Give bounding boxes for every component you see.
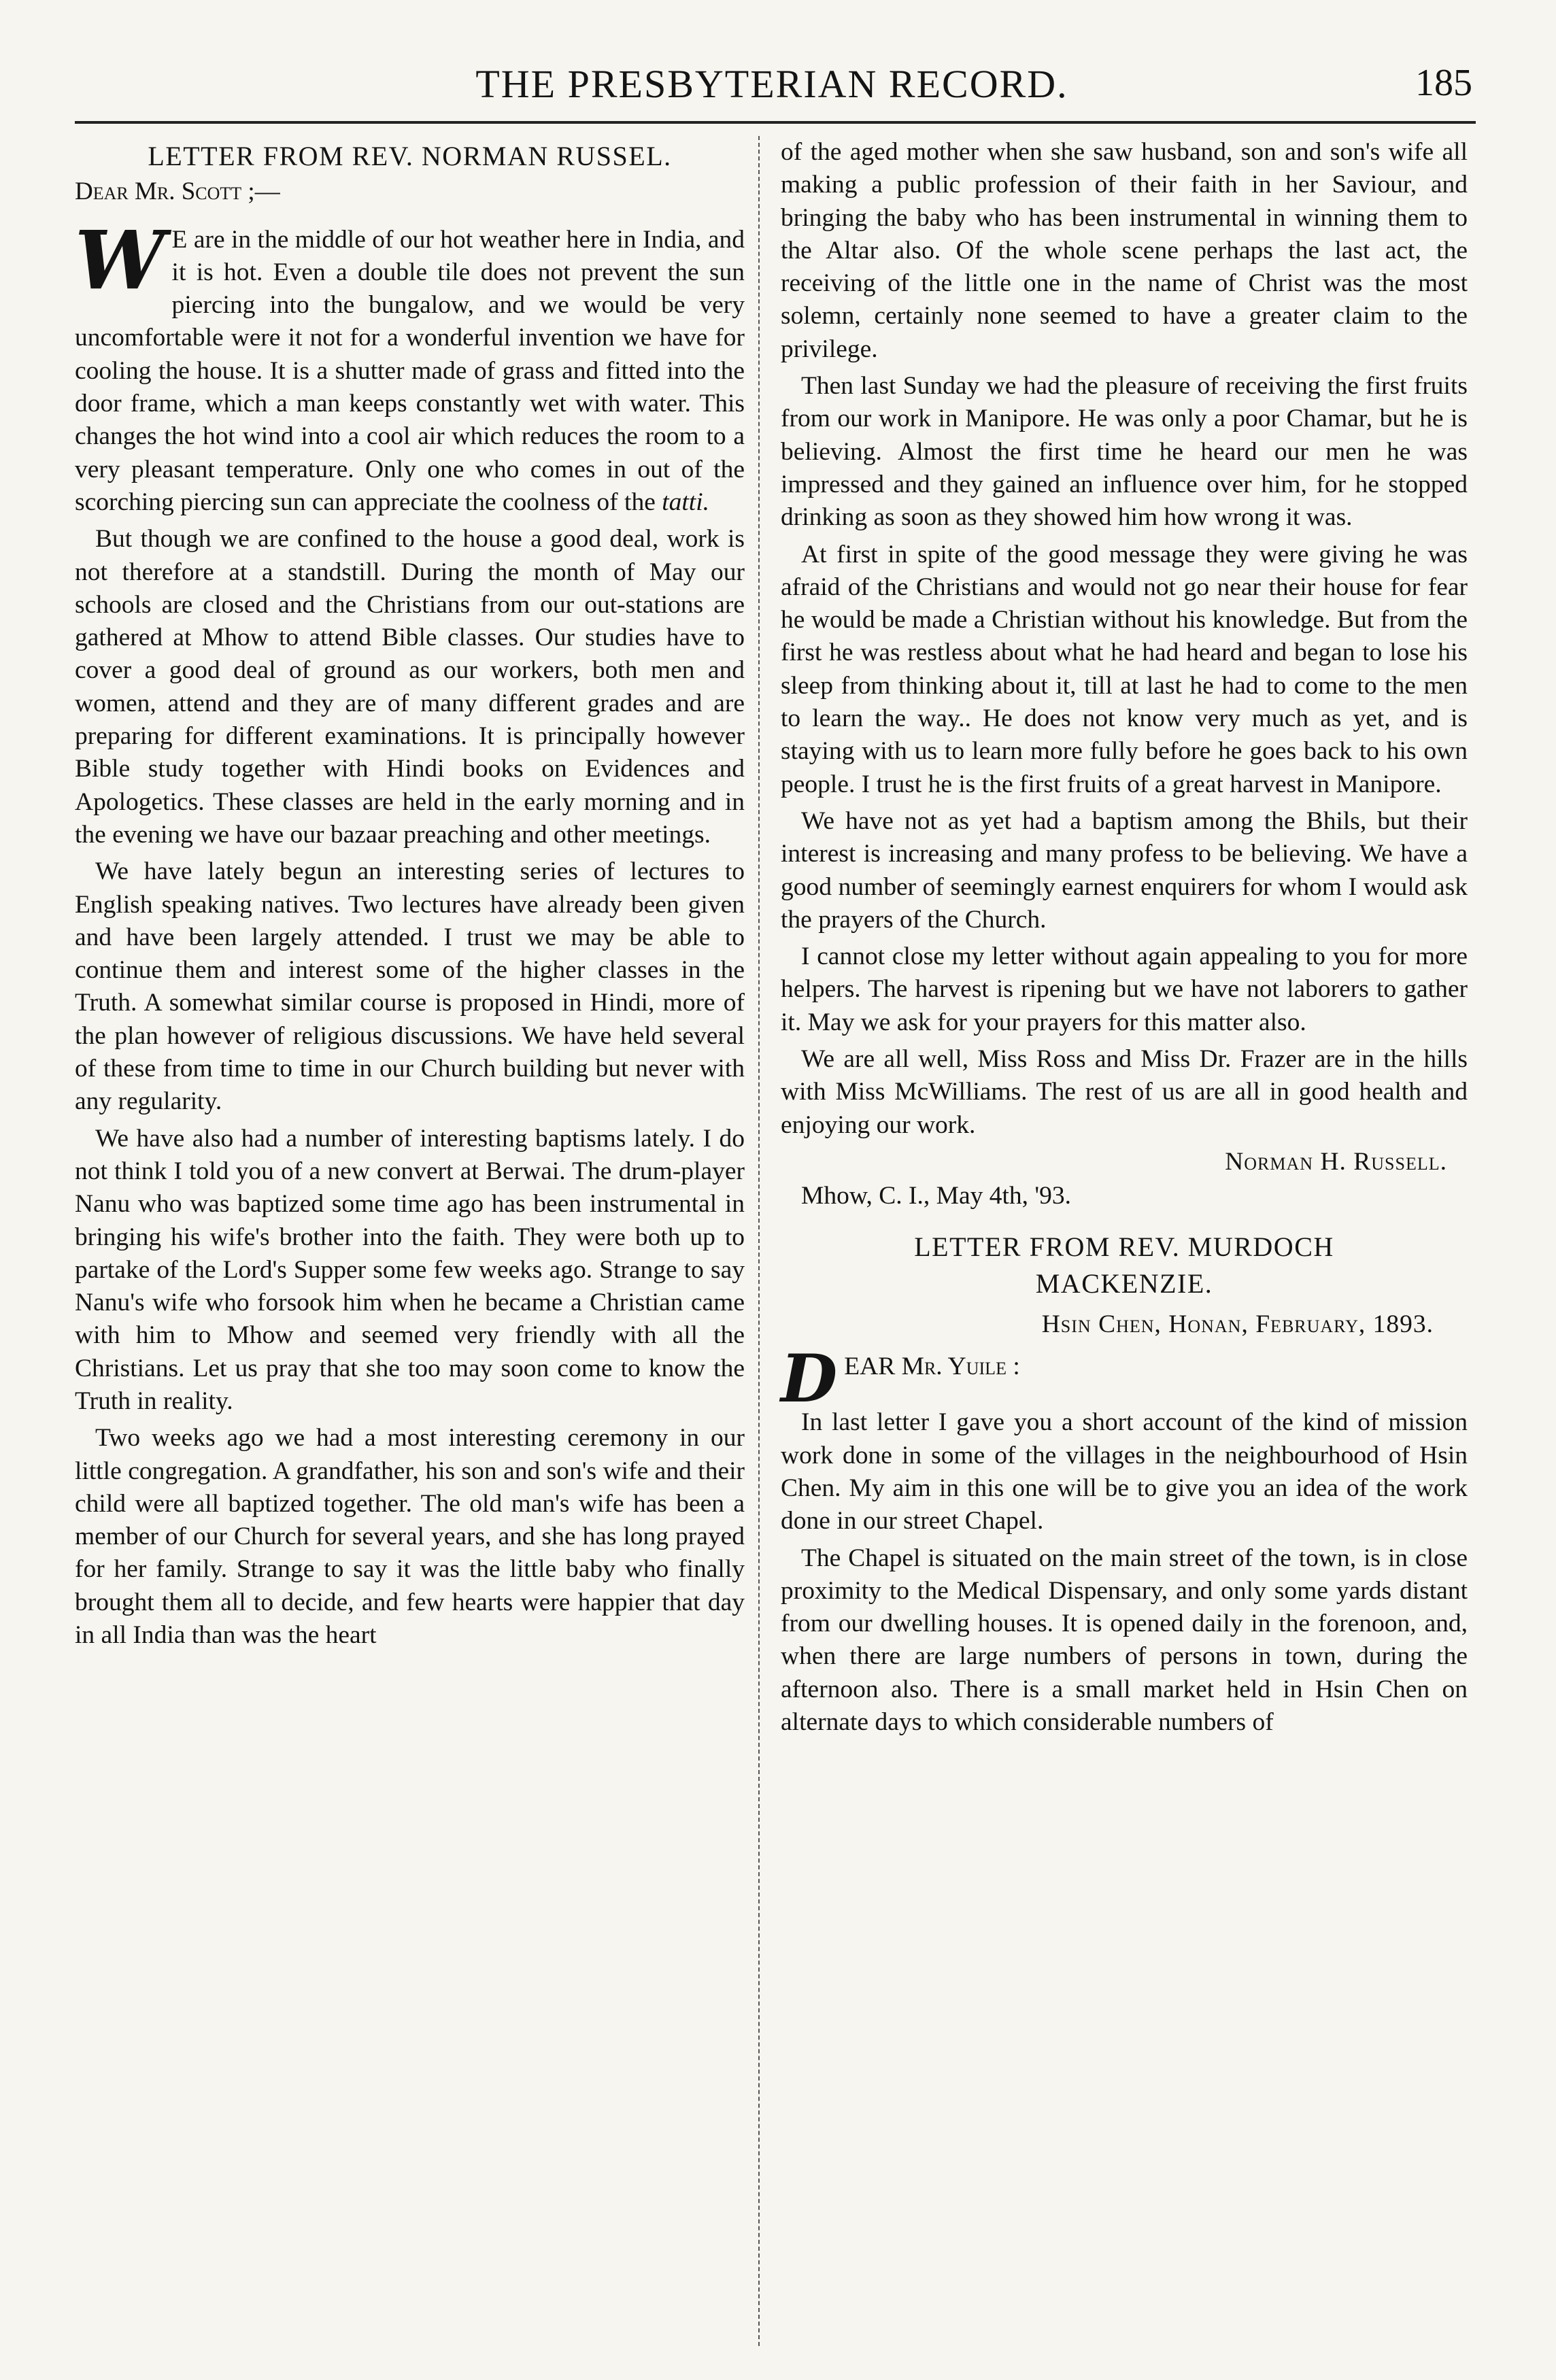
header-rule bbox=[75, 121, 1476, 124]
letter2-placeline: Hsin Chen, Honan, February, 1893. bbox=[1041, 1310, 1434, 1339]
letter1-paragraph-5-continued: of the aged mother when she saw husband, son and son's wife all making a public profession of their faith in her Saviour, and bringing the baby who has been instrumental in winning them to the Altar also. Of the whole scene perhaps the last act, the receiving of the little one in the name of Christ was the most solemn, certainly none seemed to have a greater claim to the privilege. bbox=[781, 138, 1468, 363]
page-number: 185 bbox=[1415, 62, 1472, 104]
dropcap-w: W bbox=[75, 212, 165, 307]
letter2-salutation-text: EAR Mr. Yuile : bbox=[844, 1353, 1020, 1381]
letter2-heading-line1: LETTER FROM REV. MURDOCH bbox=[914, 1231, 1334, 1262]
letter1-paragraph-6: Then last Sunday we had the pleasure of receiving the first fruits from our work in Manipore. He was only a poor Chamar, but he is believing. Almost the first time he heard our men he was impressed and they gained an influence over him, for he stopped drinking as soon as they showed him how wrong it was. bbox=[781, 372, 1468, 532]
letter1-paragraph-5: Two weeks ago we had a most interesting ceremony in our little congregation. A grandfather, his son and son's wife and their child were all baptized together. The old man's wife has been a member of our Church for several years, and she has long prayed for her family. Strange to say it was the little baby who finally brought them all to decide, and few hearts were happier that day in all India than was the heart bbox=[75, 1424, 745, 1650]
publication-title: THE PRESBYTERIAN RECORD. bbox=[475, 62, 1068, 106]
letter1-paragraph-8: We have not as yet had a baptism among the Bhils, but their interest is increasing and many profess to be believing. We have a good number of seemingly earnest enquirers for whom I would ask the prayers of the Church. bbox=[781, 806, 1468, 934]
letter2-paragraph-2: The Chapel is situated on the main street of the town, is in close proximity to the Medical Dispensary, and only some yards distant from our dwelling houses. It is opened daily in the forenoon, and, when there are large numbers of persons in town, during the afternoon also. There is a small market held in Hsin Chen on alternate days to which considerable numbers of bbox=[781, 1544, 1468, 1737]
letter1-salutation: Dear Mr. Scott ;— bbox=[75, 177, 280, 206]
page-header bbox=[65, 61, 1479, 109]
letter2-salutation bbox=[781, 1340, 1468, 1418]
letter1-signature: Norman H. Russell. bbox=[1225, 1147, 1447, 1176]
right-column bbox=[781, 136, 1468, 1743]
letter1-p1-italic: tatti. bbox=[662, 488, 710, 516]
letter1-paragraph-1 bbox=[75, 212, 745, 520]
dropcap-d: D bbox=[781, 1340, 838, 1418]
letter1-paragraph-7: At first in spite of the good message they were giving he was afraid of the Christians and would not go near their house for fear he would be made a Christian without his knowledge. But from the first he was restless about what he had heard and began to lose his sleep from thinking about it, till at last he had to come to the men to learn the way.. He does not know very much as yet, and is staying with us to learn more fully before he goes back to his own people. I trust he is the first fruits of a great harvest in Manipore. bbox=[781, 540, 1468, 798]
letter1-paragraph-4: We have also had a number of interesting baptisms lately. I do not think I told you of a new convert at Berwai. The drum-player Nanu who was baptized some time ago has been instrumental in bringing his wife's brother into the faith. They were both up to partake of the Lord's Supper some few weeks ago. Strange to say Nanu's wife who forsook him when he became a Christian came with him to Mhow and seemed very friendly with all the Christians. Let us pray that she too may soon come to know the Truth in reality. bbox=[75, 1124, 745, 1415]
letter1-dateline: Mhow, C. I., May 4th, '93. bbox=[801, 1182, 1072, 1210]
column-divider bbox=[758, 136, 760, 2346]
letter1-p1-text: E are in the middle of our hot weather here in India, and it is hot. Even a double tile does not prevent the sun piercing into the bungalow, and we would be very uncomfortable were it not for a wonderful invention we have for cooling the house. It is a shutter made of grass and fitted into the door frame, which a man keeps constantly wet with water. This changes the hot wind into a cool air which reduces the room to a very pleasant temperature. Only one who comes in out of the scorching piercing sun can appreciate the coolness of the bbox=[75, 225, 745, 516]
letter2-paragraph-1: In last letter I gave you a short account of the kind of mission work done in some of the villages in the neighbourhood of Hsin Chen. My aim in this one will be to give you an idea of the work done in our street Chapel. bbox=[781, 1408, 1468, 1535]
letter1-paragraph-2: But though we are confined to the house a good deal, work is not therefore at a standstill. During the month of May our schools are closed and the Christians from our out-stations are gathered at Mhow to attend Bible classes. Our studies have to cover a good deal of ground as our workers, both men and women, attend and they are of many different grades and are preparing for different examinations. It is principally however Bible study together with Hindi books on Evidences and Apologetics. These classes are held in the early morning and in the evening we have our bazaar preaching and other meetings. bbox=[75, 525, 745, 849]
left-column bbox=[75, 136, 745, 1656]
letter2-heading-line2: MACKENZIE. bbox=[1035, 1268, 1213, 1299]
letter1-heading: LETTER FROM REV. NORMAN RUSSEL. bbox=[148, 141, 672, 171]
letter1-paragraph-9: I cannot close my letter without again appealing to you for more helpers. The harvest is ripening but we have not laborers to gather it. May we ask for your prayers for this matter also. bbox=[781, 942, 1468, 1036]
letter1-paragraph-10: We are all well, Miss Ross and Miss Dr. Frazer are in the hills with Miss McWilliams. The rest of us are all in good health and enjoying our work. bbox=[781, 1045, 1468, 1139]
letter1-paragraph-3: We have lately begun an interesting series of lectures to English speaking natives. Two lectures have already been given and have been largely attended. I trust we may be able to continue them and interest some of the higher classes in the Truth. A somewhat similar course is proposed in Hindi, more of the plan however of religious discussions. We have held several of these from time to time in our Church building but never with any regularity. bbox=[75, 857, 745, 1116]
